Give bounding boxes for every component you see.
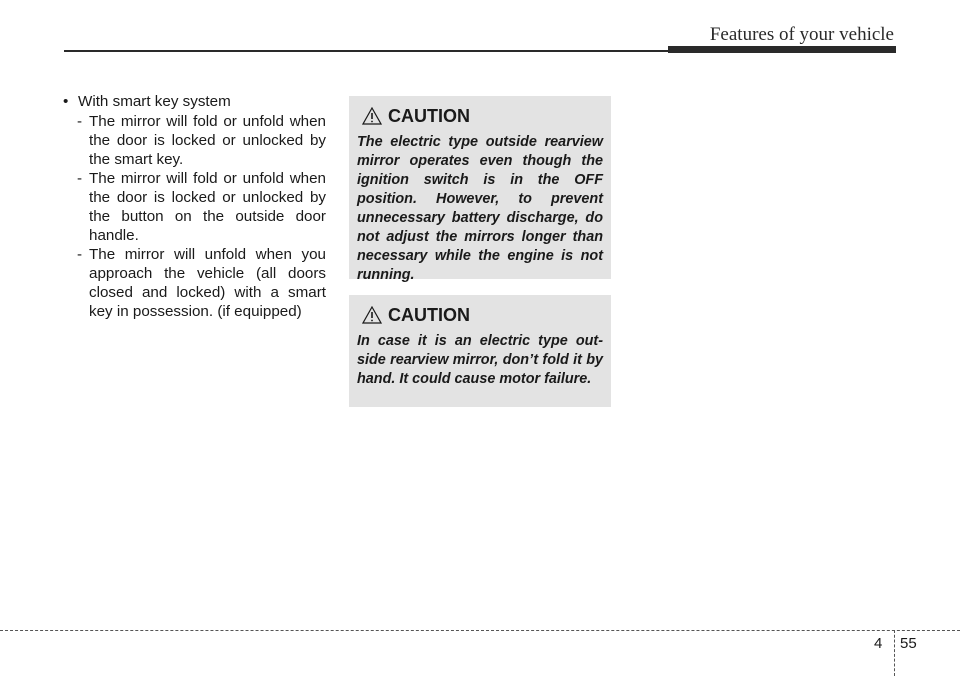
left-column — [63, 92, 326, 321]
sub-item — [63, 112, 326, 169]
warning-triangle-icon — [362, 107, 382, 125]
caution-title: CAUTION — [388, 304, 470, 325]
footer-rule — [0, 630, 960, 631]
chapter-number: 4 — [874, 635, 883, 652]
bullet-text: With smart key system — [78, 93, 231, 110]
caution-header — [362, 304, 603, 326]
sub-item-text: The mirror will fold or unfold when the door is locked or unlocked by the smart key. — [89, 113, 326, 168]
caution-text: The electric type outside rearview mirror operates even though the ignition switch is in the OFF position. However, to prevent unnecessary battery discharge, do not adjust the mirrors longer than necessary while the engine is not running. — [357, 134, 603, 283]
caution-title: CAUTION — [388, 105, 470, 126]
bullet-item — [63, 92, 326, 111]
footer-separator — [894, 630, 895, 676]
caution-header — [362, 105, 603, 127]
caution-text: In case it is an electric type out-side rearview mirror, don’t fold it by hand. It could cause motor failure. — [357, 333, 603, 387]
sub-item — [63, 169, 326, 245]
sub-item-text: The mirror will unfold when you approach the vehicle (all doors closed and locked) with a smart key in possession. (if equipped) — [89, 246, 326, 320]
sub-item — [63, 245, 326, 321]
section-title: Features of your vehicle — [709, 24, 894, 45]
header-rule-accent — [668, 46, 896, 53]
header-rule — [64, 50, 668, 52]
caution-box — [349, 96, 611, 283]
bullet-dot-icon: • — [63, 93, 69, 110]
warning-triangle-icon — [362, 306, 382, 324]
page-number: 55 — [900, 635, 917, 652]
dash-marker: - — [77, 113, 83, 130]
dash-marker: - — [77, 246, 83, 263]
caution-box — [349, 295, 611, 407]
dash-marker: - — [77, 170, 83, 187]
sub-item-text: The mirror will fold or unfold when the door is locked or unlocked by the button on the outside door handle. — [89, 170, 326, 244]
